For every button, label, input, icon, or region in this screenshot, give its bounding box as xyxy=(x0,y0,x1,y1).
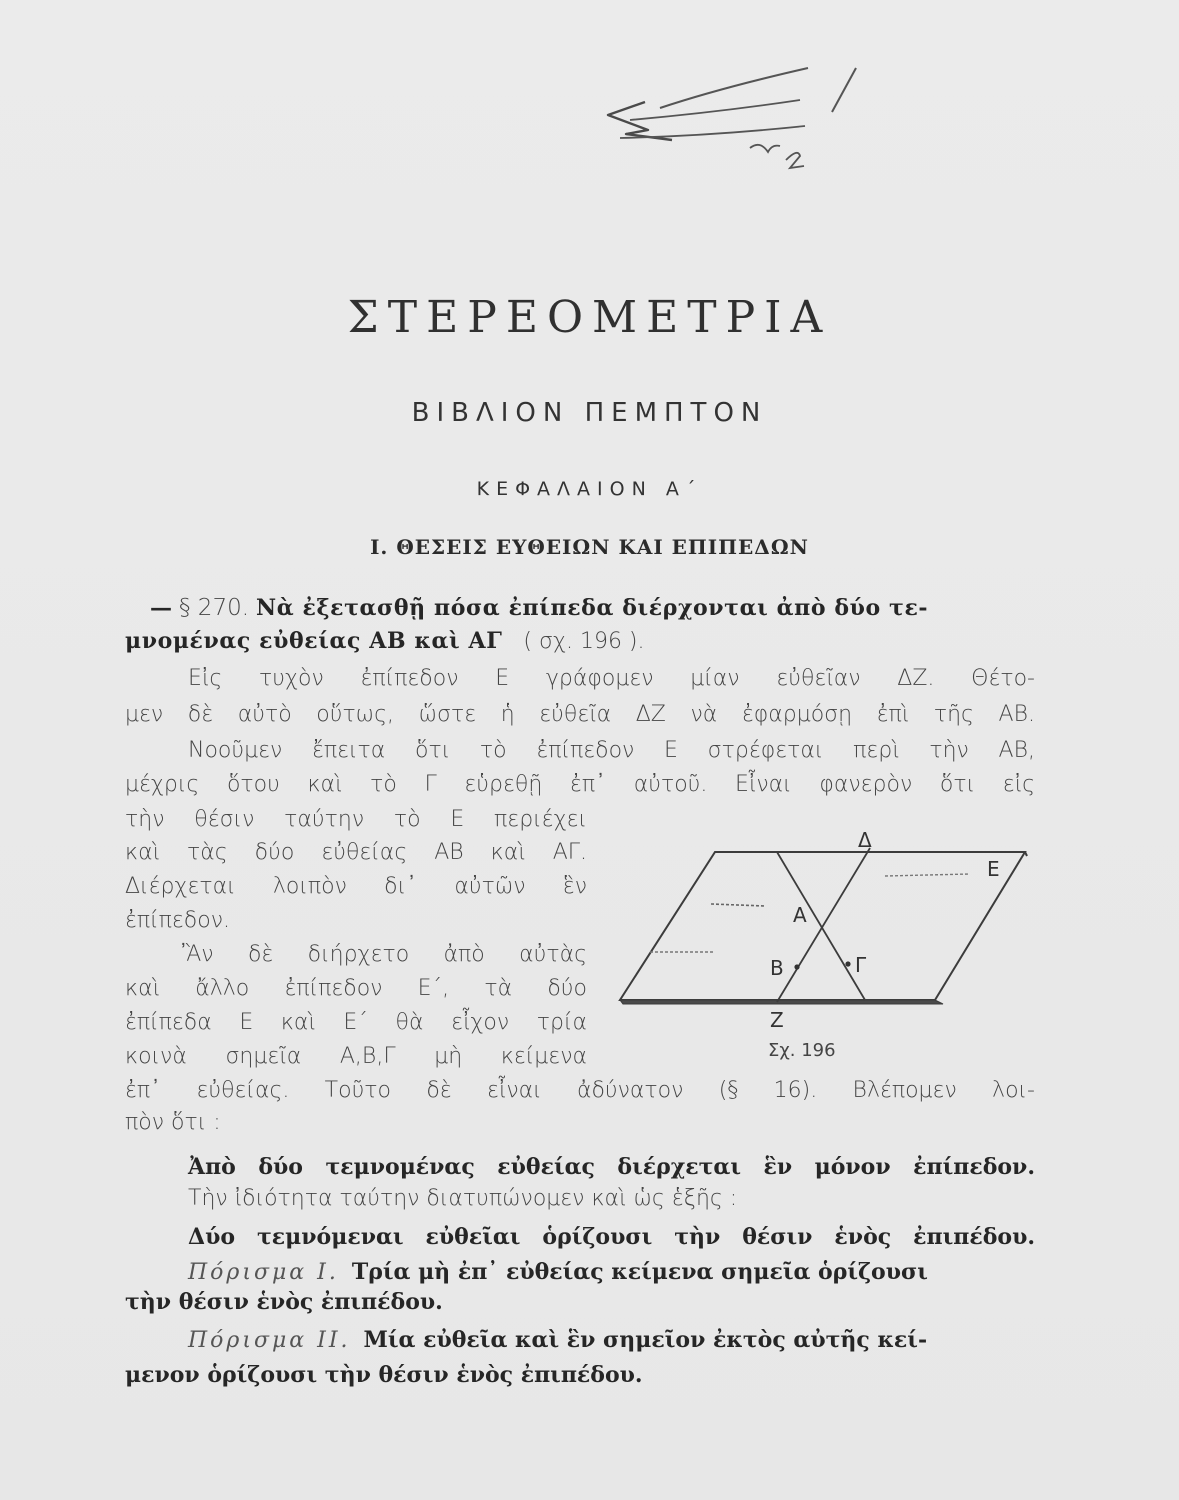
paragraph-heading-text: Νὰ ἐξετασθῇ πόσα ἐπίπεδα διέρχονται ἀπὸ δύο τε- xyxy=(256,595,929,621)
text-line: Τὴν ἰδιότητα ταύτην διατυπώνομεν καὶ ὡς ἑξῆς : xyxy=(188,1186,738,1211)
corollary-2-text: Μία εὐθεῖα καὶ ἓν σημεῖον ἐκτὸς αὐτῆς κεί- xyxy=(363,1327,928,1353)
text-line: ἐπ᾽ εὐθείας. Τοῦτο δὲ εἶναι ἀδύνατον (§ 16). Βλέπομεν λοι- xyxy=(125,1078,1035,1103)
text-line: ἐπίπεδον. xyxy=(125,908,230,933)
corollary-2-line-1 xyxy=(188,1325,1035,1356)
shading-mark xyxy=(885,874,970,876)
shading-mark xyxy=(711,904,765,906)
paragraph-heading-line-1 xyxy=(150,593,1035,624)
theorem-statement: Ἀπὸ δύο τεμνομένας εὐθείας διέρχεται ἓν μόνον ἐπίπεδον. xyxy=(188,1154,1035,1180)
theorem-restatement: Δύο τεμνόμεναι εὐθεῖαι ὁρίζουσι τὴν θέσιν ἑνὸς ἐπιπέδου. xyxy=(188,1224,1035,1250)
figure-196 xyxy=(615,822,1040,1072)
line-dz xyxy=(777,848,870,1002)
plane-e-edge xyxy=(1025,852,1027,856)
text-line: τὴν θέσιν ταύτην τὸ Ε περιέχει xyxy=(125,807,587,832)
text-line: μεν δὲ αὐτὸ οὕτως, ὥστε ἡ εὐθεῖα ΔΖ νὰ ἐφαρμόσῃ ἐπὶ τῆς ΑΒ. xyxy=(125,702,1035,727)
corollary-2-label: Πόρισμα ΙΙ. xyxy=(188,1328,351,1353)
label-e: Ε xyxy=(987,857,1000,881)
corollary-1-text: Τρία μὴ ἐπ᾽ εὐθείας κείμενα σημεῖα ὁρίζουσι xyxy=(351,1259,928,1285)
text-line: ἐπίπεδα Ε καὶ Ε΄ θὰ εἶχον τρία xyxy=(125,1010,587,1035)
corollary-1-line-1 xyxy=(188,1257,1035,1288)
line-ag xyxy=(777,852,865,1000)
label-delta: Δ xyxy=(858,828,872,852)
point-g xyxy=(845,961,850,966)
margin-mark: — xyxy=(150,595,172,621)
paragraph-number: § 270. xyxy=(179,595,250,621)
corollary-1-line-2: τὴν θέσιν ἑνὸς ἐπιπέδου. xyxy=(125,1289,443,1315)
text-line: μέχρις ὅτου καὶ τὸ Γ εὑρεθῇ ἐπ᾽ αὐτοῦ. Εἶναι φανερὸν ὅτι εἰς xyxy=(125,772,1035,797)
label-g: Γ xyxy=(855,953,867,977)
text-line: Ἂν δὲ διήρχετο ἀπὸ αὐτὰς xyxy=(182,942,587,967)
page-title: ΣΤΕΡΕΟΜΕΤΡΙΑ xyxy=(347,292,832,343)
corollary-2-line-2: μενον ὁρίζουσι τὴν θέσιν ἑνὸς ἐπιπέδου. xyxy=(125,1362,643,1388)
book-heading: ΒΙΒΛΙΟΝ ΠΕΜΠΤΟΝ xyxy=(411,398,768,428)
paragraph-heading-text-2: μνομένας εὐθείας ΑΒ καὶ ΑΓ xyxy=(125,628,503,654)
handwritten-signature xyxy=(600,60,860,180)
plane-e-thickness xyxy=(620,1000,943,1004)
paragraph-heading-line-2 xyxy=(125,626,645,657)
text-line: πὸν ὅτι : xyxy=(125,1110,221,1135)
label-z: Ζ xyxy=(770,1008,784,1032)
text-line: καὶ τὰς δύο εὐθείας ΑΒ καὶ ΑΓ. xyxy=(125,840,587,865)
point-b xyxy=(794,964,799,969)
corollary-1-label: Πόρισμα Ι. xyxy=(188,1260,339,1285)
text-line: Νοοῦμεν ἔπειτα ὅτι τὸ ἐπίπεδον Ε στρέφεται περὶ τὴν ΑΒ, xyxy=(188,738,1035,763)
text-line: Εἰς τυχὸν ἐπίπεδον Ε γράφομεν μίαν εὐθεῖαν ΔΖ. Θέτο- xyxy=(188,666,1035,691)
text-line: Διέρχεται λοιπὸν δι᾽ αὐτῶν ἓν xyxy=(125,874,587,899)
chapter-heading: ΚΕΦΑΛΑΙΟΝ Α΄ xyxy=(476,478,703,500)
figure-caption: Σχ. 196 xyxy=(768,1040,836,1061)
figure-reference: ( σχ. 196 ). xyxy=(523,629,645,654)
section-heading: Ι. ΘΕΣΕΙΣ ΕΥΘΕΙΩΝ ΚΑΙ ΕΠΙΠΕΔΩΝ xyxy=(370,535,809,559)
text-line: καὶ ἄλλο ἐπίπεδον Ε΄, τὰ δύο xyxy=(125,976,587,1001)
label-b: Β xyxy=(770,956,784,980)
label-a: Α xyxy=(793,903,807,927)
text-line: κοινὰ σημεῖα Α,Β,Γ μὴ κείμενα xyxy=(125,1044,587,1069)
